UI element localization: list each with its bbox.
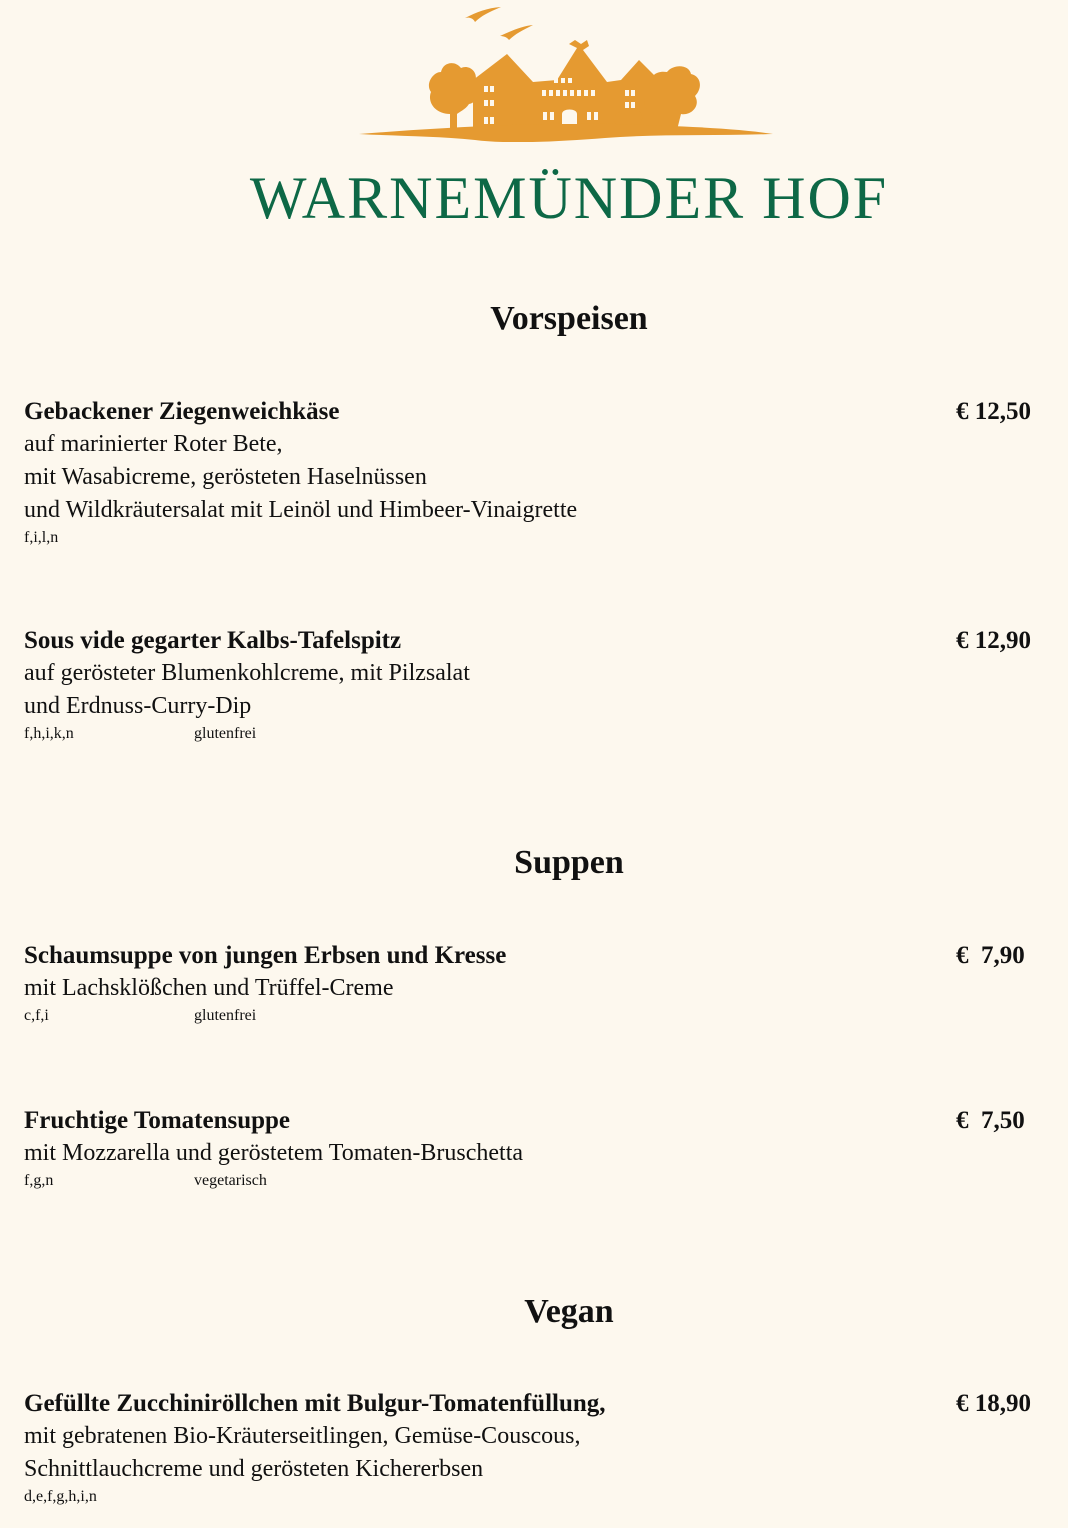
menu-item <box>24 624 1044 745</box>
item-description-line: auf marinierter Roter Bete, <box>24 431 283 457</box>
item-description-line: und Wildkräutersalat mit Leinöl und Himbeer-Vinaigrette <box>24 497 578 523</box>
item-description-line: mit Mozzarella und geröstetem Tomaten-Bruschetta <box>24 1140 524 1166</box>
item-allergens: d,e,f,g,h,i,n <box>24 1488 97 1505</box>
item-price: € 12,50 <box>956 398 1031 425</box>
item-name: Sous vide gegarter Kalbs-Tafelspitz <box>24 627 402 654</box>
item-name: Gefüllte Zucchiniröllchen mit Bulgur-Tomatenfüllung, <box>24 1390 606 1417</box>
item-description-line: auf gerösteter Blumenkohlcreme, mit Pilzsalat <box>24 660 470 686</box>
item-name: Schaumsuppe von jungen Erbsen und Kresse <box>24 942 507 969</box>
item-diet: vegetarisch <box>194 1172 267 1189</box>
item-name: Fruchtige Tomatensuppe <box>24 1107 291 1134</box>
item-price: € 18,90 <box>956 1390 1031 1417</box>
item-price: € 7,50 <box>956 1107 1025 1134</box>
menu-item <box>24 939 1044 1027</box>
item-description-line: Schnittlauchcreme und gerösteten Kichererbsen <box>24 1456 484 1482</box>
item-name: Gebackener Ziegenweichkäse <box>24 398 340 425</box>
menu-item <box>24 1104 1044 1192</box>
item-description-line: mit gebratenen Bio-Kräuterseitlingen, Gemüse-Couscous, <box>24 1423 581 1449</box>
section-title-suppen: Suppen <box>514 844 624 881</box>
item-diet: glutenfrei <box>194 1007 257 1024</box>
item-price: € 7,90 <box>956 942 1025 969</box>
item-description-line: mit Lachsklößchen und Trüffel-Creme <box>24 975 394 1001</box>
item-price: € 12,90 <box>956 627 1031 654</box>
item-allergens: f,i,l,n <box>24 529 59 546</box>
item-diet: glutenfrei <box>194 725 257 742</box>
item-allergens: f,g,n <box>24 1172 54 1189</box>
item-allergens: f,h,i,k,n <box>24 725 74 742</box>
item-description-line: mit Wasabicreme, gerösteten Haselnüssen <box>24 464 427 490</box>
item-allergens: c,f,i <box>24 1007 49 1024</box>
section-title-vegan: Vegan <box>524 1293 614 1330</box>
brand-name: WARNEMÜNDER HOF <box>249 165 889 231</box>
section-title-vorspeisen: Vorspeisen <box>490 300 648 337</box>
menu-item <box>24 395 1044 549</box>
item-description-line: und Erdnuss-Curry-Dip <box>24 693 252 719</box>
menu-item <box>24 1387 1044 1508</box>
hotel-logo-icon <box>355 2 775 142</box>
